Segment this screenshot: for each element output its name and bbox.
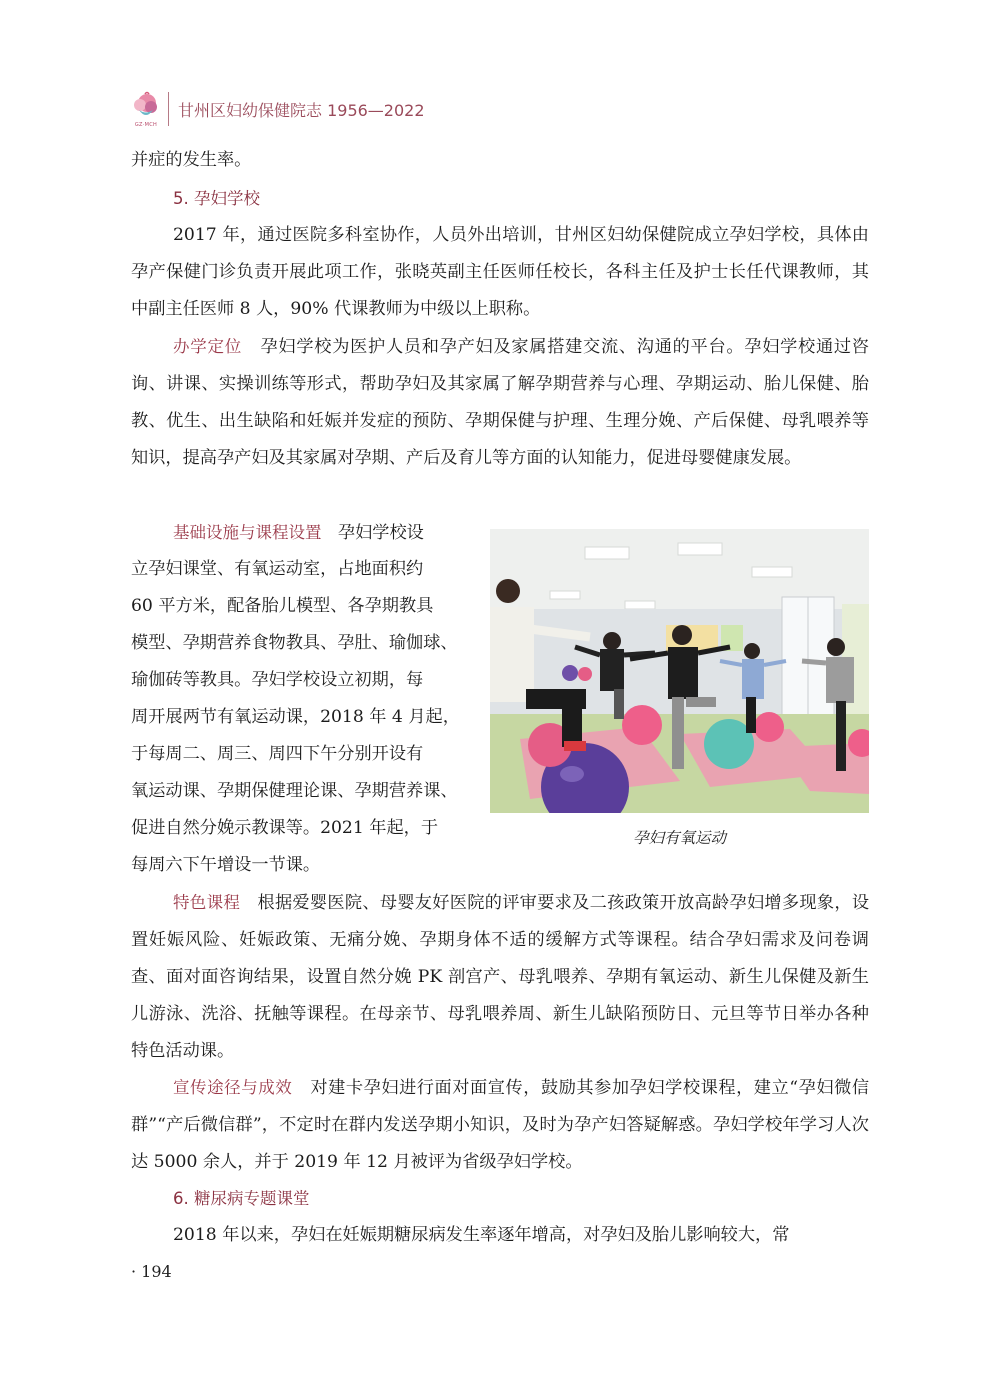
paragraph-2-lead: 办学定位 bbox=[173, 337, 242, 356]
paragraph-6: 2018 年以来，孕妇在妊娠期糖尿病发生率逐年增高，对孕妇及胎儿影响较大，常 bbox=[173, 1225, 790, 1245]
book-title: 甘州区妇幼保健院志 1956—2022 bbox=[178, 101, 425, 120]
paragraph-5 bbox=[131, 1069, 869, 1181]
aerobics-photo-image bbox=[490, 529, 869, 813]
aerobics-photo bbox=[490, 529, 869, 813]
paragraph-3-line: 周开展两节有氧运动课，2018 年 4 月起， bbox=[131, 707, 460, 727]
paragraph-4-lead: 特色课程 bbox=[173, 893, 241, 912]
paragraph-3-line: 60 平方米，配备胎儿模型、各孕期教具 bbox=[131, 596, 434, 616]
paragraph-4 bbox=[131, 884, 869, 1070]
paragraph-3-line: 氧运动课、孕期保健理论课、孕期营养课、 bbox=[131, 781, 458, 801]
paragraph-3-line: 促进自然分娩示教课等。2021 年起，于 bbox=[131, 818, 439, 838]
paragraph-3-line: 基础设施与课程设置 孕妇学校设 bbox=[173, 523, 424, 543]
paragraph-3-line: 每周六下午增设一节课。 bbox=[131, 855, 321, 875]
paragraph-3-line: 模型、孕期营养食物教具、孕肚、瑜伽球、 bbox=[131, 633, 458, 653]
logo-text: GZ·MCH bbox=[134, 122, 158, 128]
photo-caption: 孕妇有氧运动 bbox=[632, 829, 726, 847]
paragraph-2 bbox=[131, 328, 869, 477]
paragraph-4-text: 根据爱婴医院、母婴友好医院的评审要求及二孩政策开放高龄孕妇增多现象，设置妊娠风险、妊娠政策、无痛分娩、孕期身体不适的缓解方式等课程。结合孕妇需求及问卷调查、面对面咨询结果，设置自然分娩 PK 剖宫产、母乳喂养、孕期有氧运动、新生儿保健及新生儿游泳、洗浴、抚触等课程。在母亲节、母乳喂养周、新生儿缺陷预防日、元旦等节日举办各种特色活动课。 bbox=[131, 893, 870, 1061]
header-divider bbox=[168, 92, 169, 126]
paragraph-1: 2017 年，通过医院多科室协作，人员外出培训，甘州区妇幼保健院成立孕妇学校，具体由孕产保健门诊负责开展此项工作，张晓英副主任医师任校长，各科主任及护士长任代课教师，其中副主任医师 8 人，90% 代课教师为中级以上职称。 bbox=[131, 225, 869, 319]
paragraph-5-lead: 宣传途径与成效 bbox=[173, 1078, 293, 1097]
paragraph-3-line: 于每周二、周三、周四下午分别开设有 bbox=[131, 744, 424, 764]
section-heading-6: 6. 糖尿病专题课堂 bbox=[173, 1189, 310, 1208]
paragraph-3-line: 瑜伽砖等教具。孕妇学校设立初期，每 bbox=[131, 670, 424, 690]
section-heading-5: 5. 孕妇学校 bbox=[173, 189, 260, 208]
paragraph-5-text: 对建卡孕妇进行面对面宣传，鼓励其参加孕妇学校课程，建立“孕妇微信群”“产后微信群”，不定时在群内发送孕期小知识，及时为孕产妇答疑解惑。孕妇学校年学习人次达 5000 余人，并于 2019 年 12 月被评为省级孕妇学校。 bbox=[131, 1078, 870, 1172]
paragraph-2-text: 孕妇学校为医护人员和孕产妇及家属搭建交流、沟通的平台。孕妇学校通过咨询、讲课、实操训练等形式，帮助孕妇及其家属了解孕期营养与心理、孕期运动、胎儿保健、胎教、优生、出生缺陷和妊娠并发症的预防、孕期保健与护理、生理分娩、产后保健、母乳喂养等知识，提高孕产妇及其家属对孕期、产后及育儿等方面的认知能力，促进母婴健康发展。 bbox=[131, 337, 869, 468]
paragraph-3-lead: 基础设施与课程设置 bbox=[173, 523, 322, 542]
page-number: · 194 bbox=[131, 1262, 172, 1281]
paragraph-continuation: 并症的发生率。 bbox=[131, 150, 252, 170]
paragraph-3-line: 立孕妇课堂、有氧运动室，占地面积约 bbox=[131, 559, 424, 579]
